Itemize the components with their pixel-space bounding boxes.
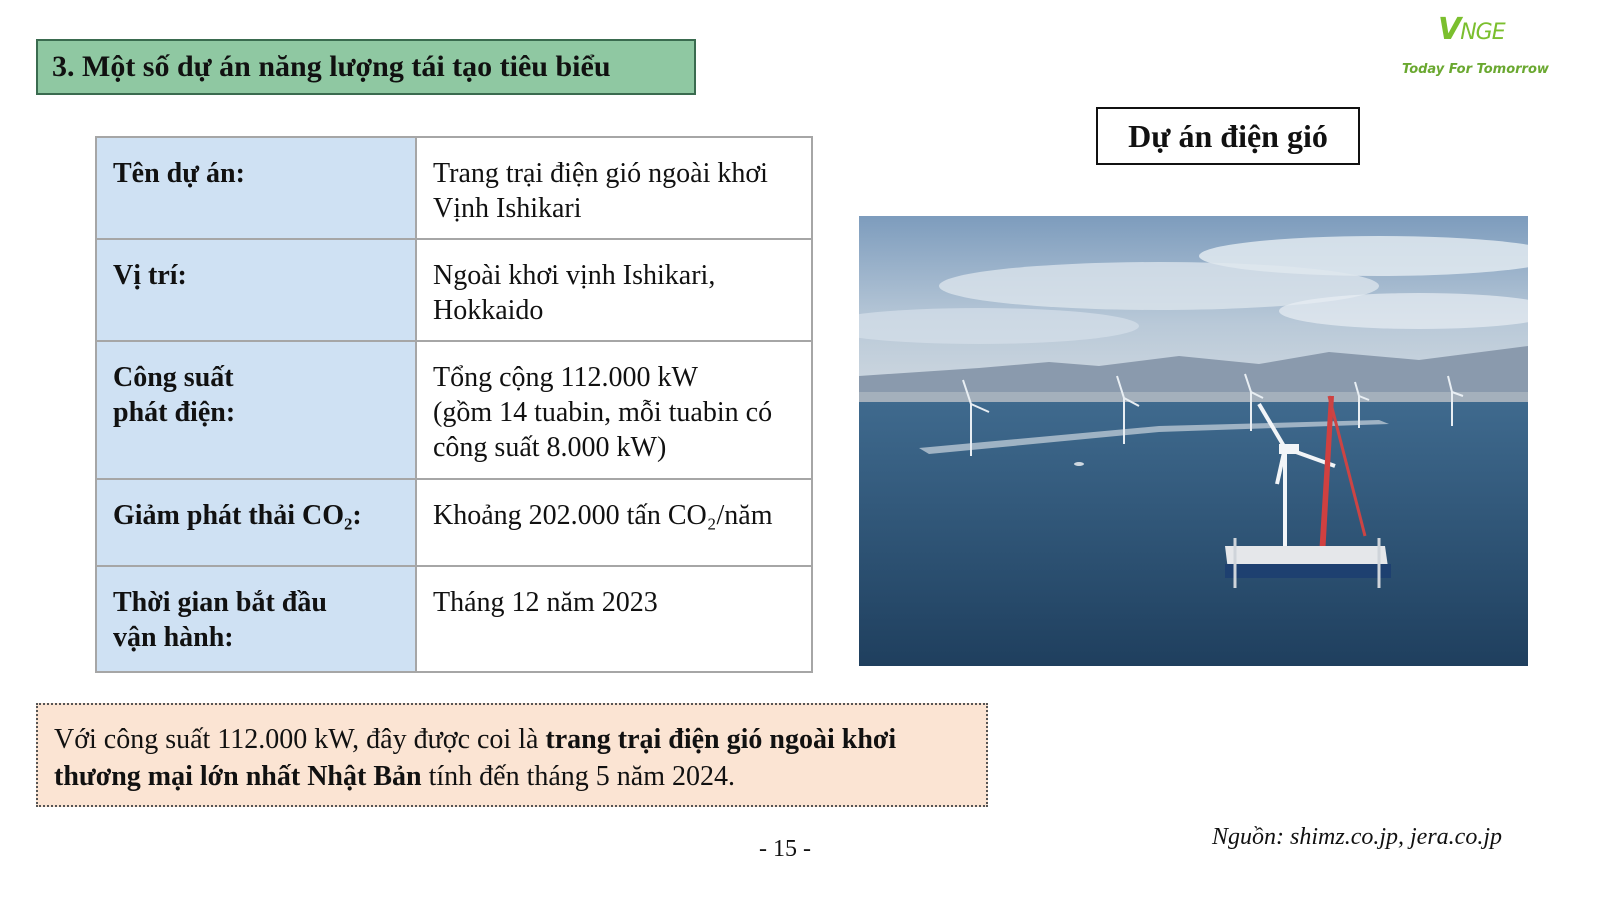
value-line: công suất 8.000 kW) [433,432,667,463]
value-line: Hokkaido [433,295,544,326]
row-value-location [416,239,812,341]
label-line: Vị trí: [113,260,187,291]
row-value-capacity [416,341,812,479]
table-row [96,137,812,239]
value-line: Tháng 12 năm 2023 [433,587,658,618]
logo-tagline: Today For Tomorrow [1402,62,1549,77]
note-text-part2: tính đến tháng 5 năm 2024. [421,761,735,792]
vnge-logo [1400,8,1560,88]
table-row [96,566,812,672]
value-line: Tổng cộng 112.000 kW [433,362,698,393]
note-text-emphasis: trang trại điện gió ngoài khơi thương mại lớn nhất Nhật Bản [54,724,897,792]
offshore-wind-farm-photo [859,216,1528,666]
page-number: - 15 - [759,836,811,862]
photo-caption: Dự án điện gió [1096,107,1360,165]
logo-mark: VNGE [1438,12,1505,47]
row-label-capacity [96,341,416,479]
row-label-start-date [96,566,416,672]
label-line: Tên dự án: [113,158,245,189]
source-citation: Nguồn: shimz.co.jp, jera.co.jp [1212,824,1502,850]
value-line: Trang trại điện gió ngoài khơi [433,158,768,189]
row-value-co2-reduction [416,479,812,566]
table-row [96,479,812,566]
label-line: Giảm phát thải CO₂: [113,500,362,531]
value-line: Vịnh Ishikari [433,193,582,224]
label-line: Thời gian bắt đầu [113,587,327,618]
table-row [96,239,812,341]
value-line: (gồm 14 tuabin, mỗi tuabin có [433,397,773,428]
row-label-project-name [96,137,416,239]
table-row [96,341,812,479]
value-line: Ngoài khơi vịnh Ishikari, [433,260,716,291]
row-value-project-name [416,137,812,239]
row-label-location [96,239,416,341]
label-line: Công suất [113,362,234,393]
value-line: Khoảng 202.000 tấn CO₂/năm [433,500,773,531]
highlight-note [36,703,988,807]
label-line: phát điện: [113,397,236,428]
project-info-table [95,136,813,673]
label-line: vận hành: [113,622,234,653]
row-value-start-date [416,566,812,672]
note-text-part1: Với công suất 112.000 kW, đây được coi là [54,724,546,755]
section-title: 3. Một số dự án năng lượng tái tạo tiêu biểu [36,39,696,95]
row-label-co2-reduction [96,479,416,566]
